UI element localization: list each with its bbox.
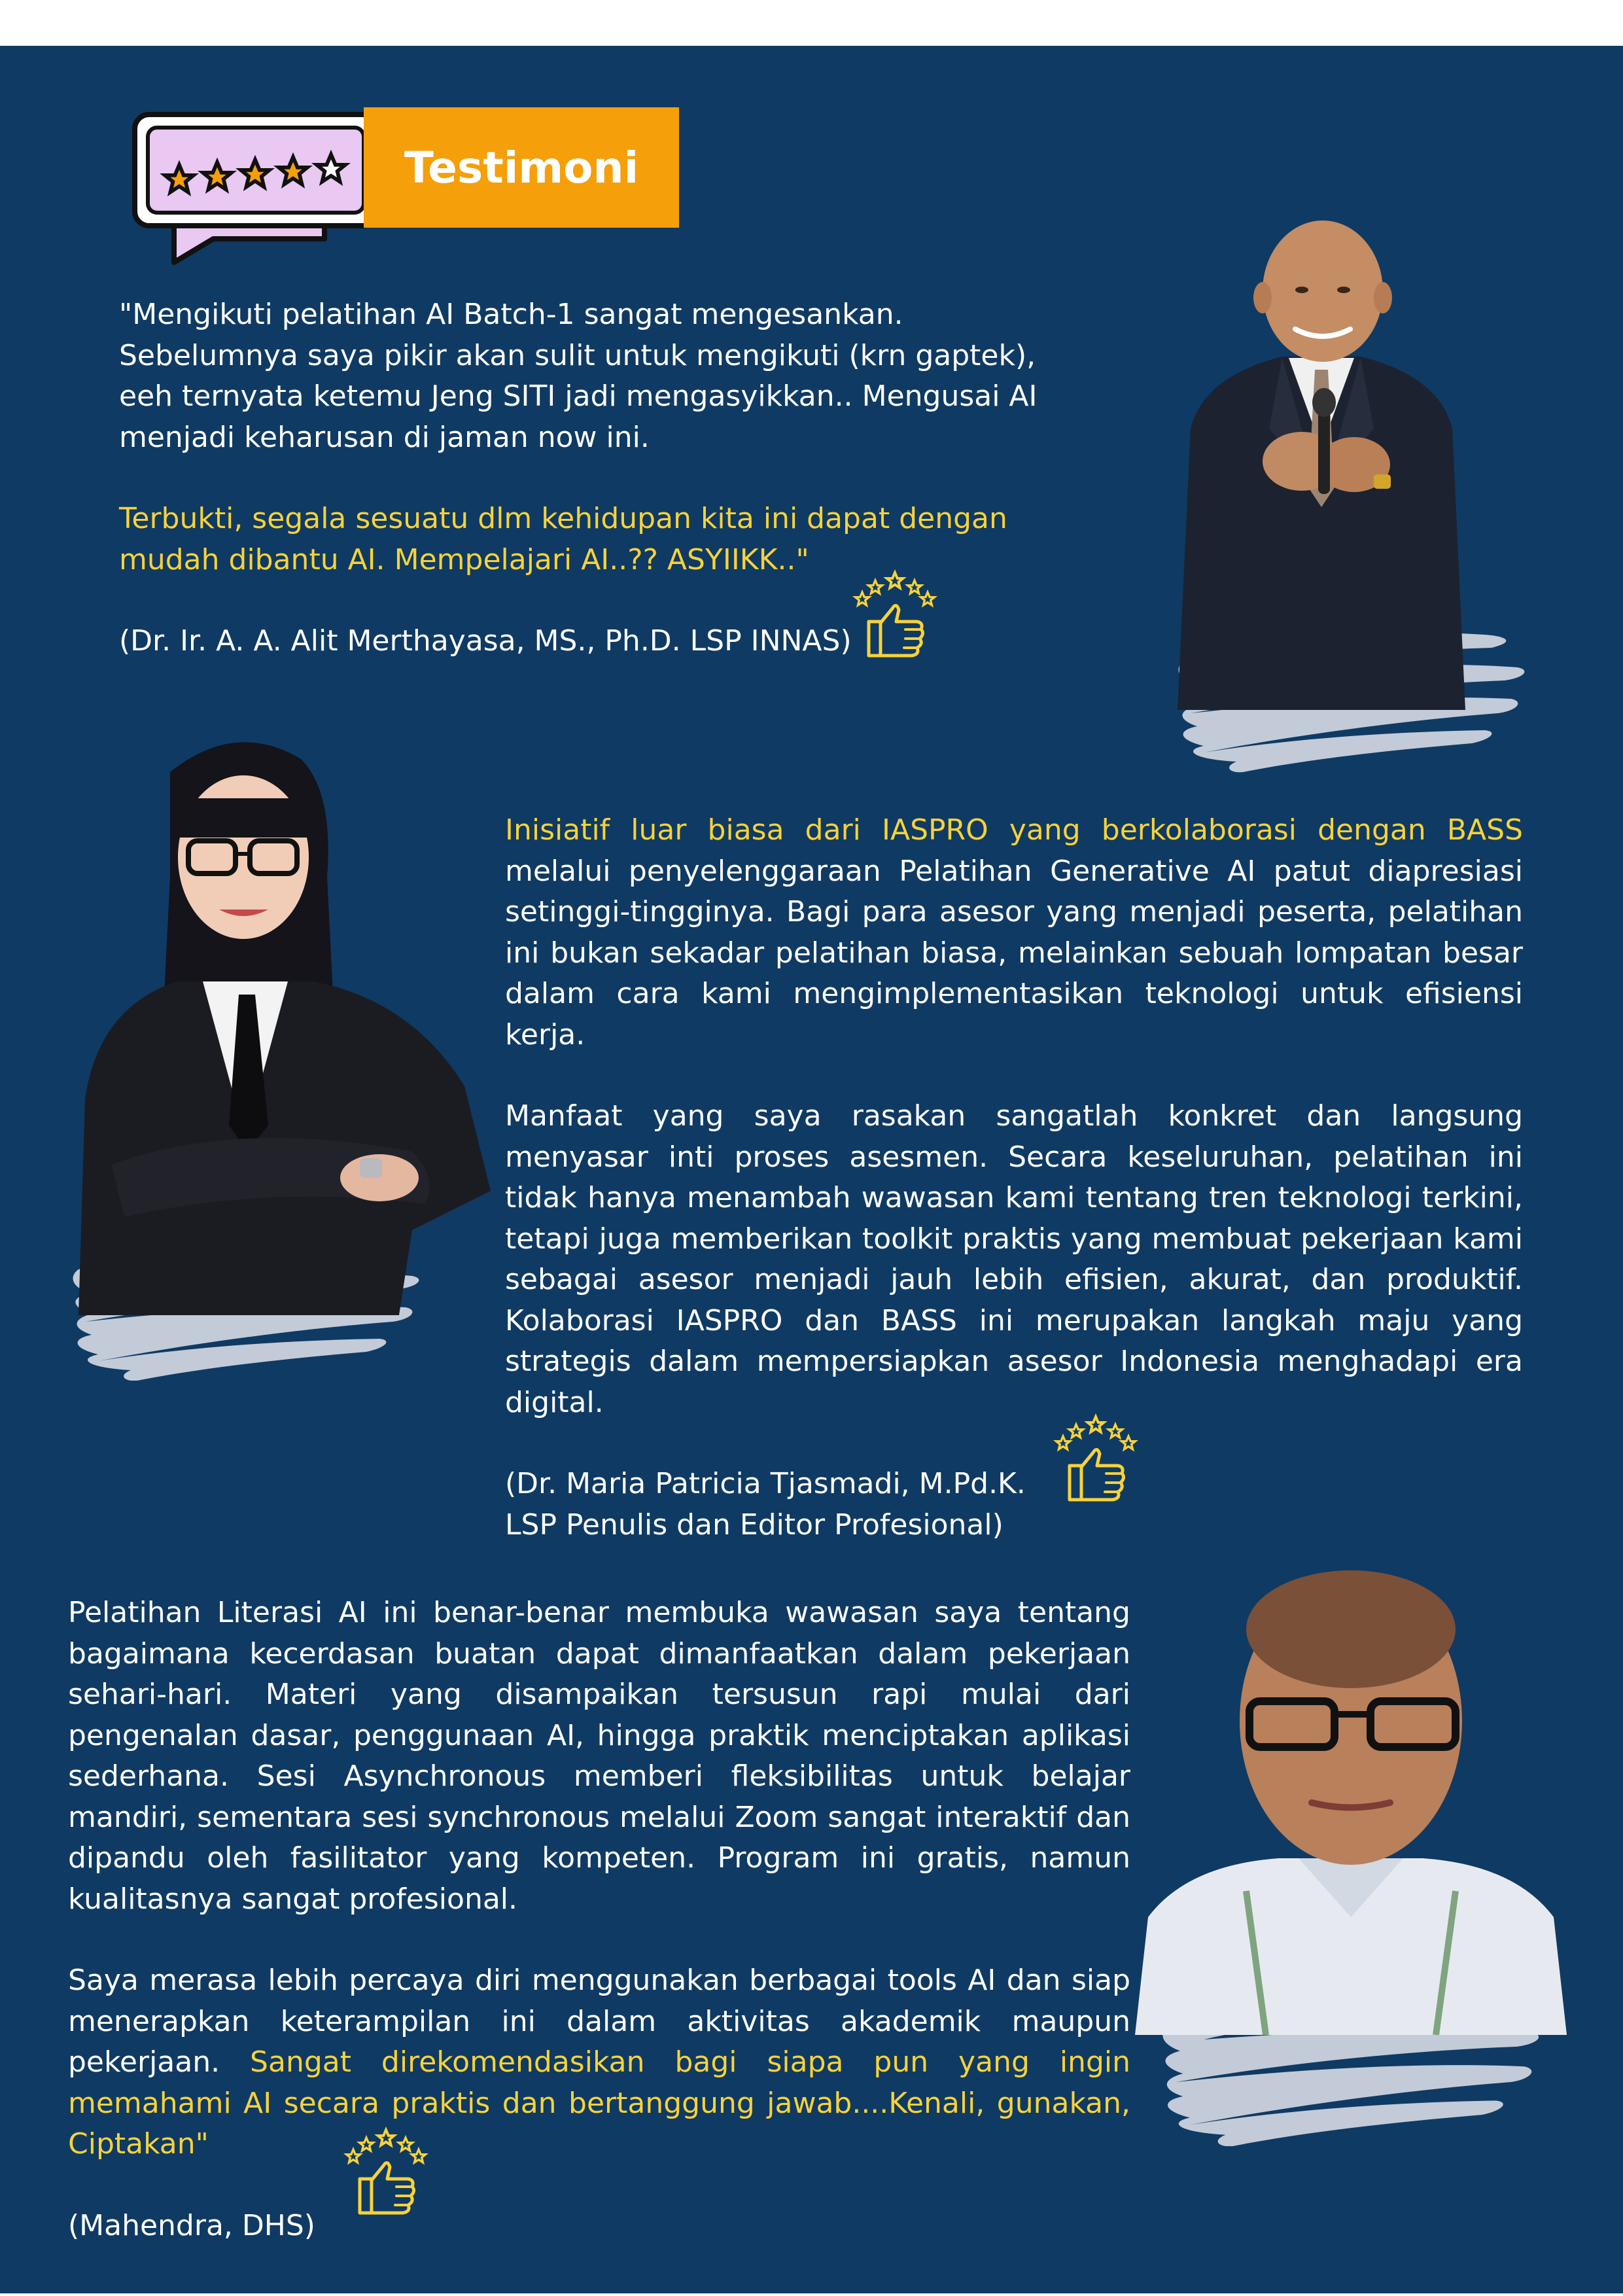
testimonial-3-highlight: Sangat direkomendasikan bagi siapa pun yang ingin memahami AI secara praktis dan bertanggung jawab....Kenali, gunakan, Ciptakan": [68, 2045, 1130, 2161]
page-title: Testimoni: [404, 142, 639, 193]
testimonial-2-paragraph: melalui penyelenggaraan Pelatihan Generative AI patut diapresiasi setinggi-tingginya. Bagi para asesor yang menjadi peserta, pelatihan ini bukan sekadar pelatihan biasa, melainkan sebuah lompatan besar dalam cara kami mengimplementasikan teknologi untuk efisiensi kerja.: [505, 854, 1523, 1051]
testimonial-3-paragraph-2: Saya merasa lebih percaya diri menggunakan berbagai tools AI dan siap menerapkan keterampilan ini dalam aktivitas akademik maupun pekerjaan.: [68, 1964, 1130, 2079]
testimonial-page: [0, 46, 1623, 2293]
header-badge: [364, 107, 679, 228]
testimonial-1-author: (Dr. Ir. A. A. Alit Merthayasa, MS., Ph.D. LSP INNAS): [119, 624, 852, 658]
testimonial-2-author: [505, 1464, 1523, 1545]
thumbs-up-stars-icon: [849, 569, 947, 667]
testimonial-2-text: [505, 810, 1523, 1545]
portrait-mahendra: [1135, 1551, 1567, 2035]
thumbs-up-stars-icon: [340, 2127, 438, 2225]
five-stars-ribbon-icon: [128, 108, 403, 272]
testimonial-3-paragraph: Pelatihan Literasi AI ini benar-benar membuka wawasan saya tentang bagaimana kecerdasan buatan dapat dimanfaatkan dalam pekerjaan sehari-hari. Materi yang disampaikan tersusun rapi mulai dari pengenalan dasar, penggunaan AI, hingga praktik menciptakan aplikasi sederhana. Sesi Asynchronous memberi fleksibilitas untuk belajar mandiri, sementara sesi synchronous melalui Zoom sangat interaktif dan dipandu oleh fasilitator yang kompeten. Program ini gratis, namun kualitasnya sangat profesional.: [68, 1596, 1130, 1916]
portrait-merthayasa: [1151, 213, 1492, 710]
testimonial-2-paragraph-2: Manfaat yang saya rasakan sangatlah konkret dan langsung menyasar inti proses asesmen. Secara keseluruhan, pelatihan ini tidak hanya menambah wawasan kami tentang tren teknologi terkini, tetapi juga memberikan toolkit praktis yang membuat pekerjaan kami sebagai asesor menjadi jauh lebih efisien, akurat, dan produktif. Kolaborasi IASPRO dan BASS ini merupakan langkah maju yang strategis dalam mempersiapkan asesor Indonesia menghadapi era digital.: [505, 1099, 1523, 1419]
testimonial-2-author-org: LSP Penulis dan Editor Profesional): [505, 1508, 1003, 1542]
testimonial-2-highlight: Inisiatif luar biasa dari IASPRO yang berkolaborasi dengan BASS: [505, 813, 1523, 847]
testimonial-3-author: (Mahendra, DHS): [68, 2208, 315, 2242]
testimonial-1-highlight: Terbukti, segala sesuatu dlm kehidupan kita ini dapat dengan mudah dibantu AI. Mempelajari AI..?? ASYIIKK..": [119, 502, 1007, 576]
testimonial-3-text: [68, 1593, 1130, 2246]
portrait-tjasmadi: [72, 733, 491, 1315]
testimonial-2-author-name: (Dr. Maria Patricia Tjasmadi, M.Pd.K.: [505, 1467, 1026, 1500]
testimonial-1-paragraph: "Mengikuti pelatihan AI Batch-1 sangat mengesankan. Sebelumnya saya pikir akan sulit untuk mengikuti (krn gaptek), eeh ternyata ketemu Jeng SITI jadi mengasyikkan.. Mengusai AI menjadi keharusan di jaman now ini.: [119, 298, 1038, 454]
thumbs-up-stars-icon: [1050, 1413, 1148, 1511]
